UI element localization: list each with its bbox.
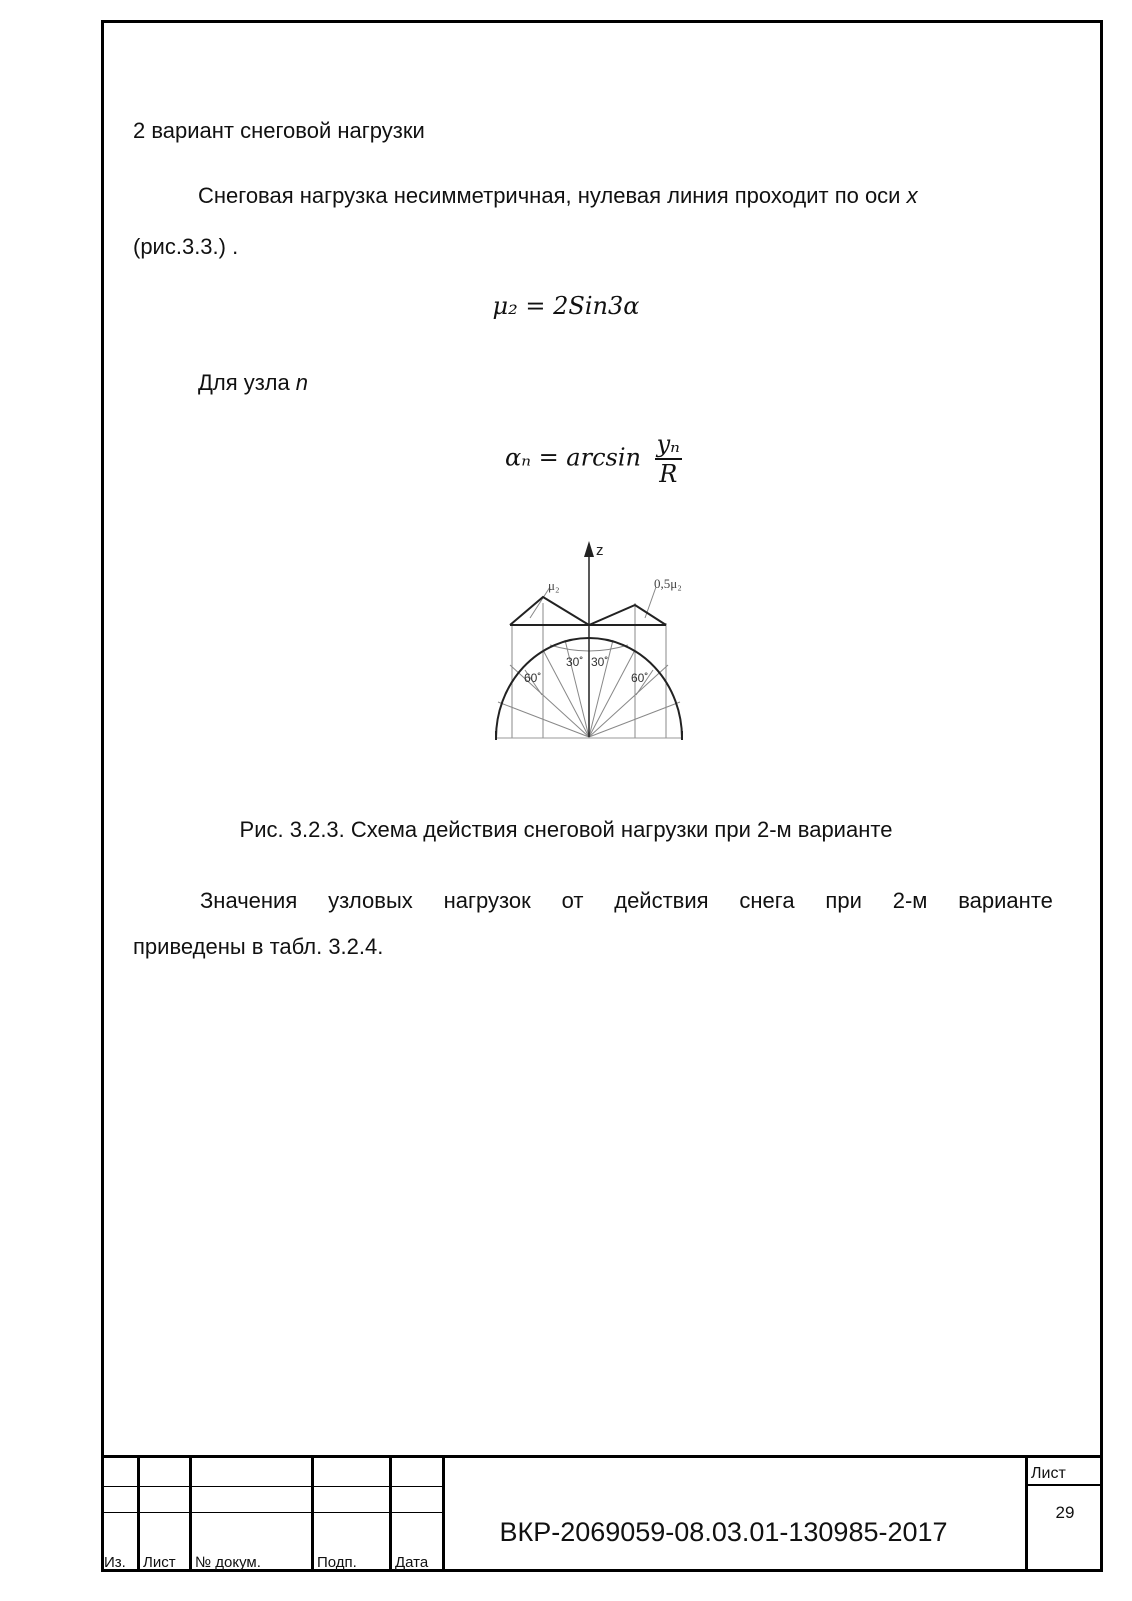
title-block-row-line: [101, 1512, 445, 1513]
paragraph-3-line-2: приведены в табл. 3.2.4.: [133, 934, 384, 959]
paragraph-3-line-1: [133, 878, 1053, 924]
paragraph-2-text: Для узла: [198, 370, 296, 395]
label-mu2: μ₂: [548, 578, 560, 593]
word: действия: [614, 888, 709, 913]
word: узловых: [328, 888, 413, 913]
node-variable: n: [295, 370, 309, 395]
title-block-col-line: [311, 1457, 314, 1572]
z-axis-arrow: [584, 541, 594, 557]
paragraph-1-text: Снеговая нагрузка несимметричная, нулевая линия проходит по оси: [198, 183, 907, 208]
figure-caption: Рис. 3.2.3. Схема действия снеговой нагрузки при 2-м варианте: [239, 817, 893, 842]
paragraph-1-line-2: (рис.3.3.) .: [133, 234, 239, 259]
title-block-col-line: [189, 1457, 192, 1572]
label-iz: Из.: [104, 1554, 126, 1571]
label-list: Лист: [143, 1554, 176, 1571]
radial-line: [589, 665, 668, 737]
angle-label: 30˚: [566, 655, 584, 669]
axis-variable: x: [906, 183, 918, 208]
page-frame: [101, 20, 1103, 1572]
sheet-label: Лист: [1031, 1465, 1066, 1482]
fraction-denominator: R: [659, 460, 678, 488]
radial-line: [510, 665, 589, 737]
axis-label-z: z: [596, 542, 604, 559]
fraction: [655, 430, 682, 488]
word: при: [825, 888, 862, 913]
word: варианте: [958, 888, 1053, 913]
word: нагрузок: [443, 888, 531, 913]
title-block-row-line: [101, 1486, 445, 1487]
sheet-number: 29: [1055, 1503, 1075, 1522]
angle-label: 30˚: [591, 655, 609, 669]
snow-load-diagram: [510, 597, 666, 625]
label-half-mu2: 0,5μ₂: [654, 576, 682, 591]
label-date: Дата: [395, 1554, 429, 1571]
label-doc-number: № докум.: [195, 1554, 261, 1571]
word: от: [561, 888, 584, 913]
formula-alpha: [505, 430, 682, 488]
title-block-col-line: [442, 1457, 445, 1572]
section-heading: 2 вариант снеговой нагрузки: [133, 118, 425, 143]
sheet-cell-divider: [1027, 1484, 1103, 1486]
angle-label: 60˚: [631, 671, 649, 685]
label-signature: Подп.: [317, 1554, 357, 1571]
title-block-col-line: [137, 1457, 140, 1572]
paragraph-3: [133, 878, 1053, 970]
document-number: ВКР-2069059-08.03.01-130985-2017: [499, 1517, 948, 1547]
formula-alpha-lhs: αₙ = arcsin: [505, 443, 641, 472]
word: Значения: [200, 888, 298, 913]
angle-label: 60˚: [524, 671, 542, 685]
paragraph-2: [198, 368, 308, 398]
title-block-top-border: [101, 1455, 1103, 1458]
formula-mu2: μ₂ = 2Sin3α: [492, 292, 640, 320]
fraction-numerator: yₙ: [656, 430, 680, 458]
word: снега: [739, 888, 795, 913]
snow-load-figure: [490, 535, 700, 745]
word: 2-м: [892, 888, 928, 913]
paragraph-1-line-1: [198, 181, 918, 211]
title-block-col-line: [389, 1457, 392, 1572]
leader-line: [530, 587, 550, 618]
